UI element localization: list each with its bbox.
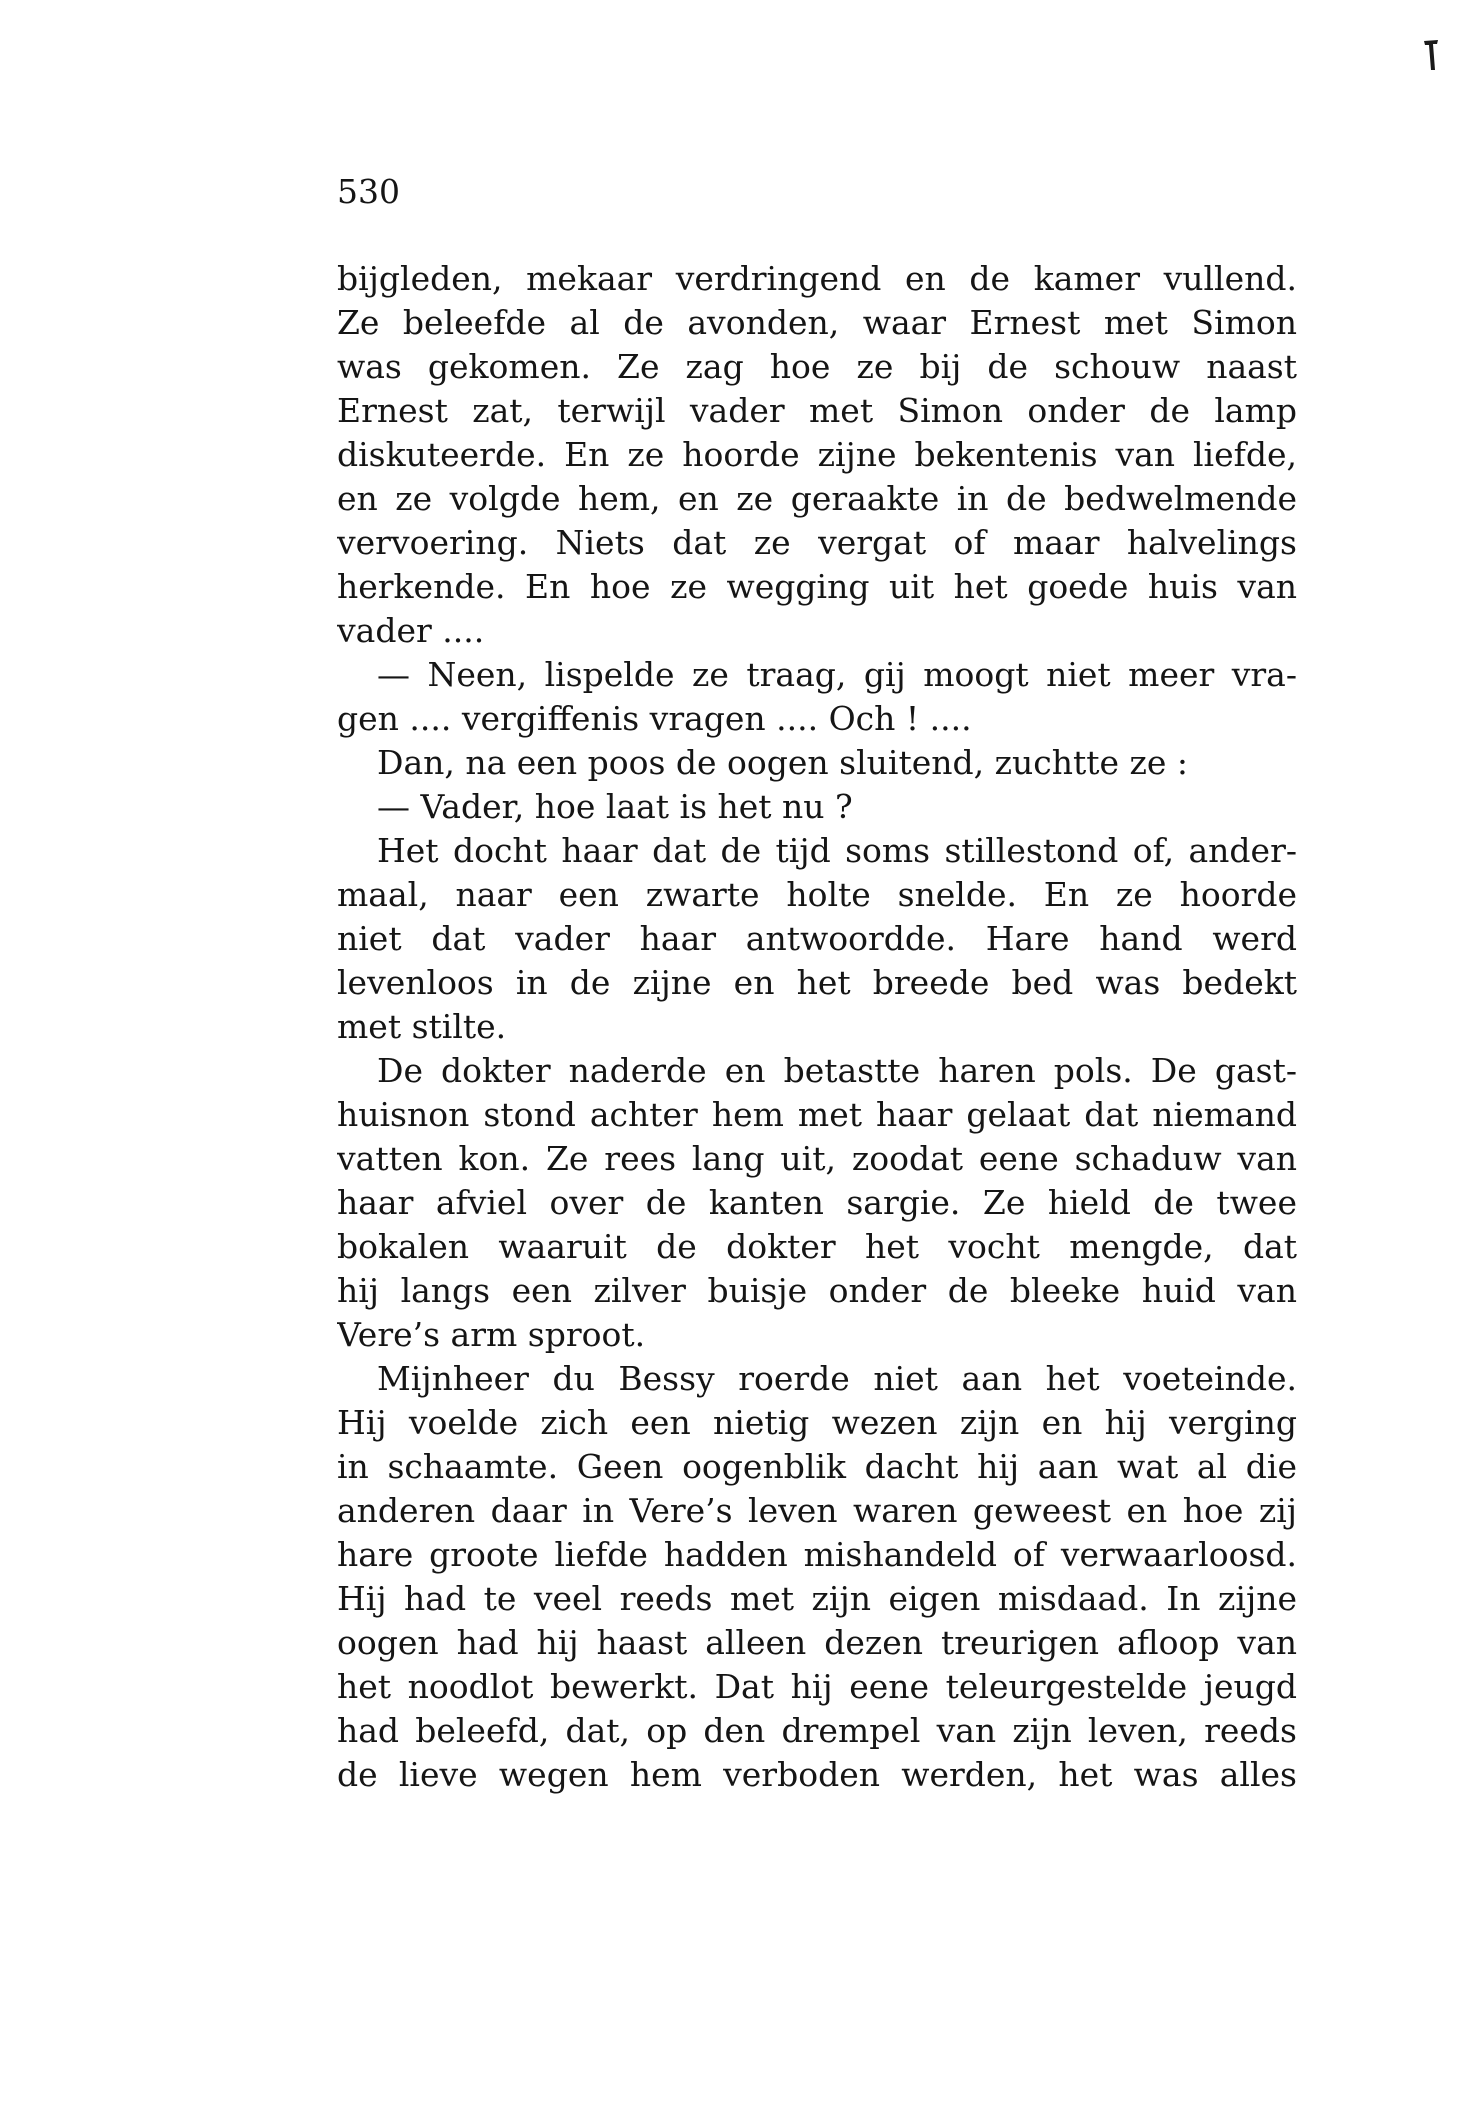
- text-line: Vere’s arm sproot.: [337, 1315, 646, 1354]
- text-line: vervoering. Niets dat ze vergat of maar halvelings: [337, 523, 1297, 562]
- text-line: hare groote liefde hadden mishandeld of verwaarloosd.: [337, 1535, 1297, 1574]
- text-line: diskuteerde. En ze hoorde zijne bekentenis van liefde,: [337, 435, 1297, 474]
- text-line: en ze volgde hem, en ze geraakte in de bedwelmende: [337, 479, 1297, 518]
- text-line: haar afviel over de kanten sargie. Ze hield de twee: [337, 1183, 1297, 1222]
- text-line: oogen had hij haast alleen dezen treurigen afloop van: [337, 1623, 1297, 1662]
- text-line: bokalen waaruit de dokter het vocht mengde, dat: [337, 1227, 1297, 1266]
- text-line: vatten kon. Ze rees lang uit, zoodat eene schaduw van: [337, 1139, 1297, 1178]
- text-line: levenloos in de zijne en het breede bed was bedekt: [337, 963, 1297, 1002]
- text-line: Het docht haar dat de tijd soms stillestond of, ander-: [377, 831, 1297, 870]
- text-line: — Vader, hoe laat is het nu ?: [377, 787, 853, 826]
- text-line: herkende. En hoe ze wegging uit het goede huis van: [337, 567, 1297, 606]
- text-line: de lieve wegen hem verboden werden, het was alles: [337, 1755, 1297, 1794]
- text-line: in schaamte. Geen oogenblik dacht hij aan wat al die: [337, 1447, 1297, 1486]
- text-line: huisnon stond achter hem met haar gelaat dat niemand: [337, 1095, 1297, 1134]
- text-line: maal, naar een zwarte holte snelde. En ze hoorde: [337, 875, 1297, 914]
- text-line: niet dat vader haar antwoordde. Hare hand werd: [337, 919, 1297, 958]
- text-line: Mijnheer du Bessy roerde niet aan het voeteinde.: [377, 1359, 1297, 1398]
- text-line: het noodlot bewerkt. Dat hij eene teleurgestelde jeugd: [337, 1667, 1297, 1706]
- body-text: [337, 257, 1297, 1797]
- text-line: Dan, na een poos de oogen sluitend, zuchtte ze :: [377, 743, 1189, 782]
- text-line: — Neen, lispelde ze traag, gij moogt niet meer vra-: [377, 655, 1297, 694]
- text-line: Ze beleefde al de avonden, waar Ernest met Simon: [337, 303, 1297, 342]
- text-line: De dokter naderde en betastte haren pols. De gast-: [377, 1051, 1297, 1090]
- text-line: Ernest zat, terwijl vader met Simon onder de lamp: [337, 391, 1297, 430]
- text-line: gen .... vergiffenis vragen .... Och ! ....: [337, 699, 972, 738]
- page-number: 530: [337, 172, 400, 211]
- text-line: vader ....: [337, 611, 485, 650]
- text-line: was gekomen. Ze zag hoe ze bij de schouw naast: [337, 347, 1297, 386]
- scan-mark-icon: [1424, 40, 1438, 70]
- text-line: had beleefd, dat, op den drempel van zijn leven, reeds: [337, 1711, 1297, 1750]
- text-line: anderen daar in Vere’s leven waren geweest en hoe zij: [337, 1491, 1297, 1530]
- text-line: Hij voelde zich een nietig wezen zijn en hij verging: [337, 1403, 1297, 1442]
- text-line: met stilte.: [337, 1007, 507, 1046]
- text-line: hij langs een zilver buisje onder de bleeke huid van: [337, 1271, 1297, 1310]
- text-line: Hij had te veel reeds met zijn eigen misdaad. In zijne: [337, 1579, 1297, 1618]
- text-line: bijgleden, mekaar verdringend en de kamer vullend.: [337, 259, 1297, 298]
